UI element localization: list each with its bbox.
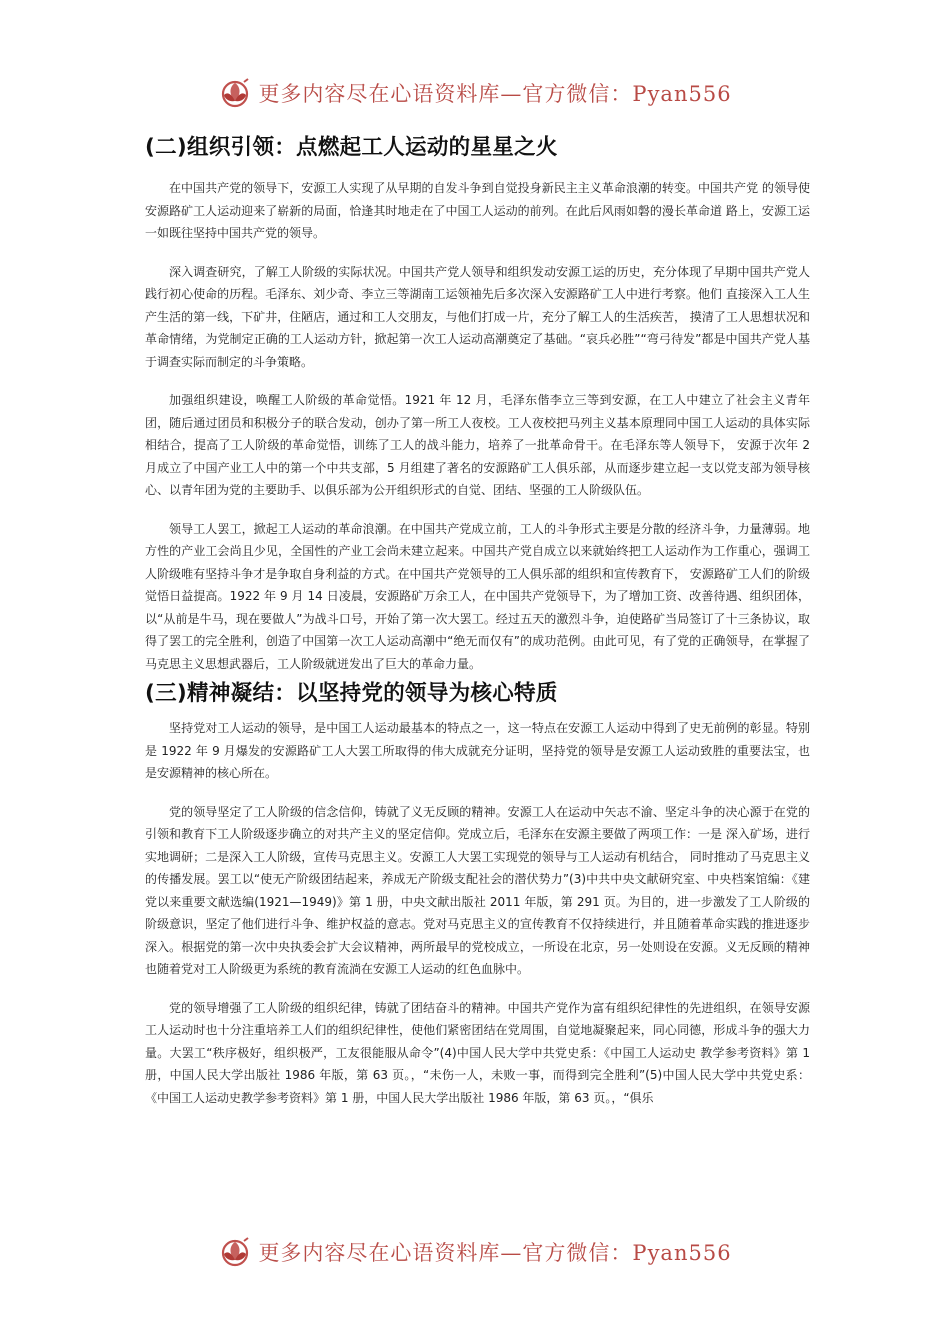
paragraph: 加强组织建设，唤醒工人阶级的革命觉悟。1921 年 12 月，毛泽东偕李立三等到安源，在工人中建立了社会主义青年团，随后通过团员和积极分子的联合发动，创办了第一所工人夜校。工人夜校把马列主义基本原理同中国工人运动的具体实际相结合，提高了工人阶级的革命觉悟，训练了工人的战斗能力，培养了一批革命骨干。在毛泽东等人领导下， 安源于次年 2 月成立了中国产业工人中的第一个中共支部，5 月组建了著名的安源路矿工人俱乐部，从而逐步建立起一支以党支部为领导核心、以青年团为党的主要助手、以俱乐部为公开组织形式的自觉、团结、坚强的工人阶级队伍。 (145, 393, 810, 497)
paragraph: 党的领导增强了工人阶级的组织纪律，铸就了团结奋斗的精神。中国共产党作为富有组织纪律性的先进组织，在领导安源工人运动时也十分注重培养工人们的组织纪律性，使他们紧密团结在党周围，自觉地凝聚起来，同心同德，形成斗争的强大力量。大罢工“秩序极好，组织极严，工友很能服从命令”(4)中国人民大学中共党史系：《中国工人运动史 教学参考资料》第 1 册，中国人民大学出版社 1986 年版，第 63 页。，“未伤一人，未败一事，而得到完全胜利”(5)中国人民大学中共党史系：《中国工人运动史教学参考资料》第 1 册，中国人民大学出版社 1986 年版，第 63 页。，“俱乐 (145, 1000, 810, 1105)
document-body (145, 133, 810, 1109)
paragraph: 在中国共产党的领导下，安源工人实现了从早期的自发斗争到自觉投身新民主主义革命浪潮的转变。中国共产党 的领导使安源路矿工人运动迎来了崭新的局面，恰逢其时地走在了中国工人运动的前列。在此后风雨如磐的漫长革命道 路上，安源工运一如既往坚持中国共产党的领导。 (145, 181, 810, 240)
header-banner (0, 73, 950, 113)
paragraph: 领导工人罢工，掀起工人运动的革命浪潮。在中国共产党成立前，工人的斗争形式主要是分散的经济斗争，力量薄弱。地方性的产业工会尚且少见，全国性的产业工会尚未建立起来。中国共产党自成立以来就始终把工人运动作为工作重心，强调工人阶级唯有坚持斗争才是争取自身利益的方式。在中国共产党领导的工人俱乐部的组织和宣传教育下， 安源路矿工人们的阶级觉悟日益提高。1922 年 9 月 14 日凌晨，安源路矿万余工人，在中国共产党领导下，为了增加工资、改善待遇、组织团体，以“从前是牛马，现在要做人”为战斗口号，开始了第一次大罢工。经过五天的激烈斗争，迫使路矿当局签订了十三条协议，取得了罢工的完全胜利，创造了中国第一次工人运动高潮中“绝无而仅有”的成功范例。由此可见，有了党的正确领导，在掌握了马克思主义思想武器后，工人阶级就迸发出了巨大的革命力量。 (145, 521, 810, 671)
footer-banner (0, 1232, 950, 1272)
banner-text: 更多内容尽在心语资料库—官方微信：Pyan556 (258, 1241, 732, 1265)
lotus-logo-icon (218, 1234, 254, 1270)
section-heading: (二)组织引领：点燃起工人运动的星星之火 (145, 135, 558, 160)
paragraph: 坚持党对工人运动的领导，是中国工人运动最基本的特点之一，这一特点在安源工人运动中得到了史无前例的彰显。特别是 1922 年 9 月爆发的安源路矿工人大罢工所取得的伟大成就充分证明，坚持党的领导是安源工人运动致胜的重要法宝，也是安源精神的核心所在。 (145, 721, 810, 780)
section-heading: (三)精神凝结：以坚持党的领导为核心特质 (145, 681, 558, 706)
banner-text: 更多内容尽在心语资料库—官方微信：Pyan556 (258, 82, 732, 106)
paragraph: 深入调查研究，了解工人阶级的实际状况。中国共产党人领导和组织发动安源工运的历史，充分体现了早期中国共产党人践行初心使命的历程。毛泽东、刘少奇、李立三等湖南工运领袖先后多次深入安源路矿工人中进行考察。他们 直接深入工人生产生活的第一线，下矿井，住陋店，通过和工人交朋友，与他们打成一片，充分了解工人的生活疾苦， 摸清了工人思想状况和革命情绪，为党制定正确的工人运动方针，掀起第一次工人运动高潮奠定了基础。“哀兵必胜”“弯弓待发”都是中国共产党人基于调查实际而制定的斗争策略。 (145, 264, 810, 369)
lotus-logo-icon (218, 75, 254, 111)
paragraph: 党的领导坚定了工人阶级的信念信仰，铸就了义无反顾的精神。安源工人在运动中矢志不渝、坚定斗争的决心源于在党的引领和教育下工人阶级逐步确立的对共产主义的坚定信仰。党成立后，毛泽东在安源主要做了两项工作：一是 深入矿场，进行实地调研；二是深入工人阶级，宣传马克思主义。安源工人大罢工实现党的领导与工人运动有机结合， 同时推动了马克思主义的传播发展。罢工以“使无产阶级团结起来，养成无产阶级支配社会的潜伏势力”(3)中共中央文献研究室、中央档案馆编：《建党以来重要文献选编(1921—1949)》第 1 册，中央文献出版社 2011 年版，第 291 页。为目的，进一步激发了工人阶级的阶级意识，坚定了他们进行斗争、维护权益的意志。党对马克思主义的宣传教育不仅持续进行，并且随着革命实践的推进逐步深入。根据党的第一次中央执委会扩大会议精神，两所最早的党校成立，一所设在北京，另一处则设在安源。义无反顾的精神也随着党对工人阶级更为系统的教育流淌在安源工人运动的红色血脉中。 (145, 804, 810, 976)
